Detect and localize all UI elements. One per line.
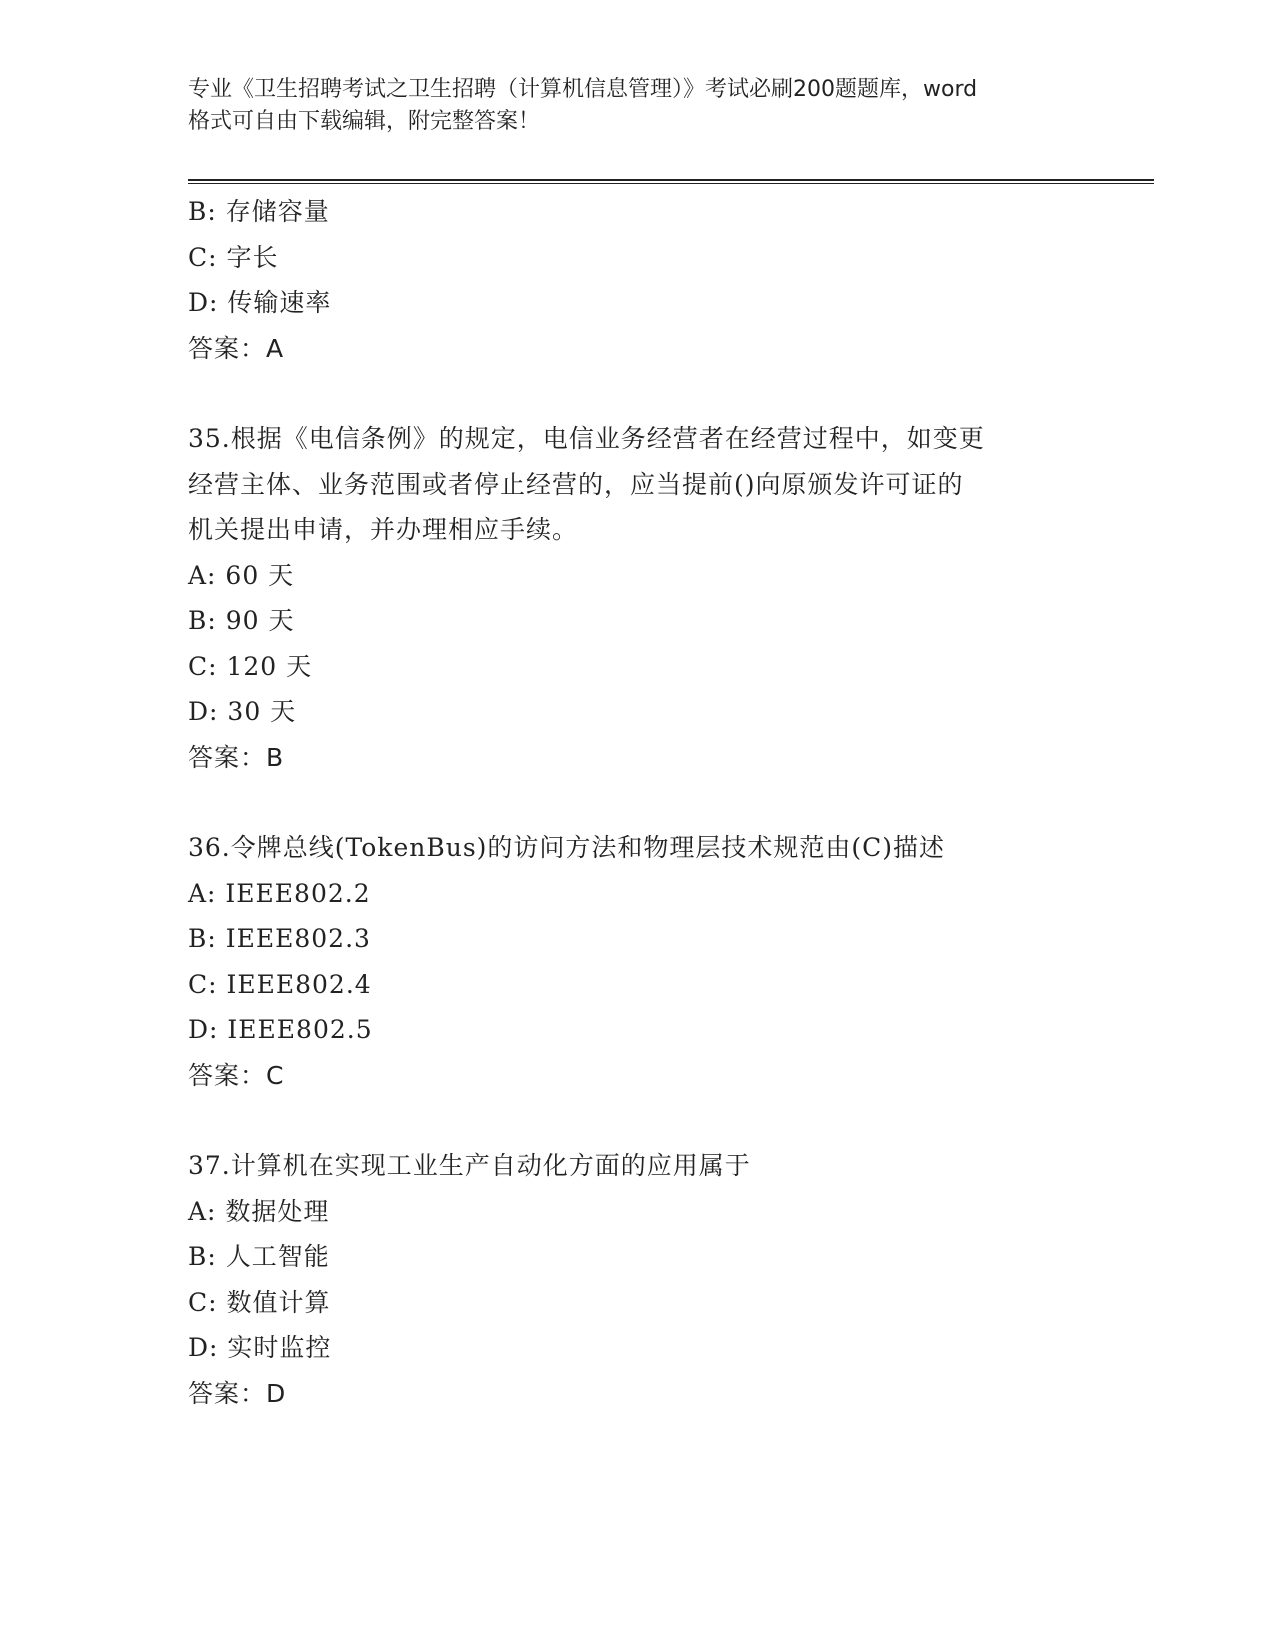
option-a: A: 60 天 xyxy=(188,560,295,590)
previous-question-continuation xyxy=(188,189,1088,371)
question-35 xyxy=(188,416,1088,780)
document-header xyxy=(188,74,1088,138)
answer-line: 答案：A xyxy=(188,333,285,363)
option-b: B: 人工智能 xyxy=(188,1242,330,1271)
option-a: A: IEEE802.2 xyxy=(188,878,371,908)
question-stem-line: 机关提出申请，并办理相应手续。 xyxy=(188,515,579,544)
option-b: B: IEEE802.3 xyxy=(188,924,371,953)
question-stem-line: 35.根据《电信条例》的规定，电信业务经营者在经营过程中，如变更 xyxy=(188,424,985,453)
option-d: D: 传输速率 xyxy=(188,288,332,317)
option-b: B: 存储容量 xyxy=(188,197,330,226)
header-divider xyxy=(188,179,1154,184)
answer-line: 答案：B xyxy=(188,742,285,772)
question-stem-line: 36.令牌总线(TokenBus)的访问方法和物理层技术规范由(C)描述 xyxy=(188,833,946,862)
option-d: D: IEEE802.5 xyxy=(188,1015,373,1044)
header-line-2: 格式可自由下载编辑，附完整答案！ xyxy=(188,109,541,134)
question-36 xyxy=(188,825,1088,1098)
option-a: A: 数据处理 xyxy=(188,1196,330,1226)
document-body xyxy=(188,189,1088,1416)
answer-line: 答案：C xyxy=(188,1060,285,1090)
option-d: D: 30 天 xyxy=(188,697,297,726)
question-stem-line: 37.计算机在实现工业生产自动化方面的应用属于 xyxy=(188,1151,751,1180)
question-stem-line: 经营主体、业务范围或者停止经营的，应当提前()向原颁发许可证的 xyxy=(188,469,964,499)
header-line-1: 专业《卫生招聘考试之卫生招聘（计算机信息管理）》考试必刷200题题库，word xyxy=(188,77,978,102)
option-c: C: 120 天 xyxy=(188,651,313,681)
answer-line: 答案：D xyxy=(188,1378,287,1408)
option-c: C: 字长 xyxy=(188,242,279,272)
option-b: B: 90 天 xyxy=(188,606,295,635)
question-37 xyxy=(188,1143,1088,1416)
option-d: D: 实时监控 xyxy=(188,1333,332,1362)
option-c: C: IEEE802.4 xyxy=(188,969,372,999)
option-c: C: 数值计算 xyxy=(188,1287,331,1317)
